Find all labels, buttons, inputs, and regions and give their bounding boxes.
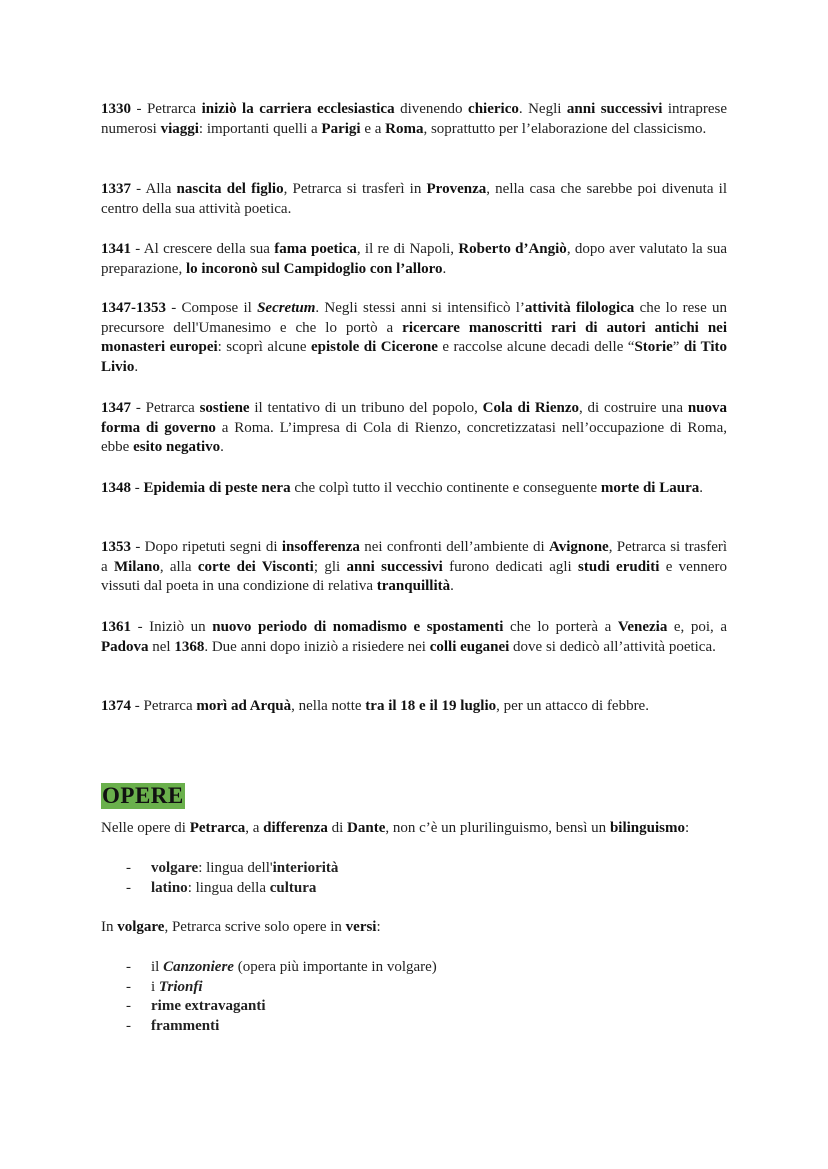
text-run: - Petrarca bbox=[131, 400, 200, 416]
entry-1341 bbox=[101, 240, 727, 279]
bold-text: 1347-1353 bbox=[101, 300, 166, 316]
bold-text: esito negativo bbox=[133, 439, 221, 456]
text-run: divenendo bbox=[394, 101, 469, 117]
list-item-volgare bbox=[101, 859, 727, 879]
bold-text: Cola di Rienzo bbox=[482, 400, 579, 416]
bold-text: insofferenza bbox=[281, 539, 360, 555]
bold-text: 1368 bbox=[174, 638, 205, 655]
bold-text: cultura bbox=[269, 879, 317, 896]
bold-text: anni successivi bbox=[566, 101, 663, 117]
text-run: . Due anni dopo iniziò a risiedere nei bbox=[204, 638, 430, 655]
text-run: , alla bbox=[159, 558, 198, 575]
text-run: , nella notte bbox=[291, 698, 366, 714]
list-item-rime-extravaganti bbox=[101, 997, 727, 1017]
bold-text: Padova bbox=[101, 638, 149, 655]
text-run: : scoprì alcune bbox=[217, 339, 311, 356]
text-run: , soprattutto per l’elaborazione del classicismo. bbox=[423, 120, 707, 137]
text-run: - Iniziò un bbox=[131, 619, 213, 635]
text-run: , Petrarca si trasferì a bbox=[101, 539, 728, 575]
text-run: (opera più importante in volgare) bbox=[233, 959, 437, 975]
text-run: . Negli bbox=[518, 101, 567, 117]
bold-text: colli euganei bbox=[429, 638, 510, 655]
list-item-canzoniere bbox=[101, 958, 727, 978]
text-run: a Roma. L’impresa di Cola di Rienzo, concretizzatasi nell’occupazione di Roma, ebbe bbox=[101, 419, 727, 456]
bold-text: Milano bbox=[113, 558, 160, 575]
bold-text: lo incoronò sul Campidoglio con l’alloro bbox=[185, 260, 443, 277]
text-run: : bbox=[376, 919, 381, 935]
entry-1361 bbox=[101, 618, 727, 657]
bold-text: volgare bbox=[151, 860, 199, 876]
bold-text: morte di Laura bbox=[600, 480, 700, 496]
section-heading-opere: OPERE bbox=[102, 783, 184, 808]
bold-text: nuovo periodo di nomadismo e spostamenti bbox=[212, 619, 504, 635]
text-run: , non c’è un plurilinguismo, bensì un bbox=[385, 820, 610, 836]
text-run: , il re di Napoli, bbox=[356, 241, 459, 257]
text-run: che lo rese un precursore dell'Umanesimo e che lo portò a bbox=[101, 300, 728, 336]
text-run: e, poi, a bbox=[667, 619, 728, 635]
entry-1330 bbox=[101, 100, 727, 139]
text-run: , nella casa che sarebbe poi divenuta il centro della sua attività poetica. bbox=[101, 181, 727, 217]
text-run: . Negli stessi anni si intensificò l’ bbox=[315, 300, 525, 316]
bold-text: interiorità bbox=[272, 860, 339, 876]
volgare-intro bbox=[101, 918, 727, 938]
text-run: nel bbox=[148, 638, 175, 655]
bold-text: 1374 bbox=[101, 698, 131, 714]
bold-text: Roberto d’Angiò bbox=[458, 241, 567, 257]
bold-text: tra il 18 e il 19 luglio bbox=[365, 698, 497, 714]
text-run: Nelle opere di bbox=[101, 820, 190, 836]
text-run: - bbox=[131, 480, 144, 496]
entry-1348 bbox=[101, 479, 727, 499]
text-run: - Petrarca bbox=[131, 698, 197, 714]
text-run: - Dopo ripetuti segni di bbox=[131, 539, 282, 555]
bold-text: versi bbox=[345, 919, 377, 935]
text-run: il bbox=[151, 959, 164, 975]
text-run: , a bbox=[245, 820, 264, 836]
text-run: nei confronti dell’ambiente di bbox=[359, 539, 549, 555]
bold-text: fama poetica bbox=[274, 241, 357, 257]
bold-text: 1341 bbox=[101, 241, 131, 257]
text-run: furono dedicati agli bbox=[442, 558, 579, 575]
bold-text: morì ad Arquà bbox=[196, 698, 292, 714]
text-run: : bbox=[684, 820, 690, 836]
text-run: che lo porterà a bbox=[503, 619, 618, 635]
bold-text: rime extravaganti bbox=[151, 998, 266, 1015]
text-run: . bbox=[220, 439, 224, 456]
text-run: di bbox=[327, 820, 348, 836]
entry-1353 bbox=[101, 538, 727, 597]
bold-text: Avignone bbox=[548, 539, 609, 555]
bold-text: Parigi bbox=[321, 120, 361, 137]
bold-text: tranquillità bbox=[376, 578, 451, 595]
entry-1347-1353 bbox=[101, 299, 727, 377]
bold-text: frammenti bbox=[151, 1017, 220, 1034]
text-run: , Petrarca si trasferì in bbox=[283, 181, 427, 197]
bold-text: Secretum bbox=[257, 300, 316, 316]
bold-text: corte dei Visconti bbox=[197, 558, 314, 575]
bold-text: ricercare manoscritti rari di autori antichi nei monasteri europei bbox=[101, 319, 727, 356]
bold-text: iniziò la carriera ecclesiastica bbox=[201, 101, 395, 117]
entry-1374 bbox=[101, 697, 727, 717]
text-run: : importanti quelli a bbox=[198, 120, 322, 137]
opere-volgare-list bbox=[101, 958, 727, 1036]
bold-text: anni successivi bbox=[346, 558, 443, 575]
bold-text: 1347 bbox=[101, 400, 131, 416]
bold-text: differenza bbox=[263, 820, 328, 836]
bold-text: Provenza bbox=[426, 181, 487, 197]
bold-text: Dante bbox=[347, 820, 386, 836]
bold-text: 1361 bbox=[101, 619, 131, 635]
bold-text: 1337 bbox=[101, 181, 131, 197]
text-run: dove si dedicò all’attività poetica. bbox=[509, 638, 716, 655]
bold-text: nuova forma di governo bbox=[101, 400, 727, 436]
opere-intro bbox=[101, 819, 727, 839]
text-run: . bbox=[450, 578, 454, 595]
text-run: - Compose il bbox=[166, 300, 258, 316]
text-run: : lingua dell' bbox=[198, 860, 273, 876]
bold-text: studi eruditi bbox=[578, 558, 660, 575]
bold-text: attività filologica bbox=[524, 300, 635, 316]
bold-text: Storie bbox=[634, 339, 673, 356]
bold-text: Venezia bbox=[617, 619, 668, 635]
bold-text: bilinguismo bbox=[609, 820, 685, 836]
text-run: e raccolse alcune decadi delle “ bbox=[437, 339, 635, 356]
bold-text: 1348 bbox=[101, 480, 131, 496]
bold-text: di Tito Livio bbox=[101, 339, 727, 375]
text-run: ; gli bbox=[313, 558, 347, 575]
text-run: . bbox=[442, 260, 447, 277]
text-run: , dopo aver valutato la sua preparazione, bbox=[101, 241, 728, 277]
bold-text: chierico bbox=[468, 101, 519, 117]
list-item-trionfi bbox=[101, 978, 727, 998]
bold-text: latino bbox=[151, 879, 188, 896]
bold-text: 1353 bbox=[101, 539, 131, 555]
text-run: In bbox=[101, 919, 118, 935]
text-run: . bbox=[134, 358, 139, 375]
bold-text: Epidemia di peste nera bbox=[143, 480, 291, 496]
lingue-list bbox=[101, 859, 727, 898]
list-item-frammenti bbox=[101, 1017, 727, 1037]
bold-text: 1330 bbox=[101, 101, 131, 117]
bold-text: Petrarca bbox=[189, 820, 246, 836]
bold-text: Canzoniere bbox=[163, 959, 234, 975]
text-run: e vennero vissuti dal poeta in una condizione di relativa bbox=[101, 558, 727, 595]
text-run: e a bbox=[360, 120, 386, 137]
text-run: - Al crescere della sua bbox=[131, 241, 275, 257]
text-run: ” bbox=[672, 339, 684, 356]
text-run: , Petrarca scrive solo opere in bbox=[164, 919, 346, 935]
text-run: il tentativo di un tribuno del popolo, bbox=[249, 400, 483, 416]
bold-text: Roma bbox=[385, 120, 424, 137]
bold-text: Trionfi bbox=[158, 978, 203, 995]
bold-text: epistole di Cicerone bbox=[310, 339, 438, 356]
text-run: , per un attacco di febbre. bbox=[496, 698, 649, 714]
list-item-latino bbox=[101, 879, 727, 899]
text-run: : lingua della bbox=[187, 879, 270, 896]
bold-text: nascita del figlio bbox=[176, 181, 284, 197]
entry-1337 bbox=[101, 180, 727, 219]
text-run: , di costruire una bbox=[578, 400, 688, 416]
text-run: intraprese numerosi bbox=[101, 101, 728, 137]
text-run: . bbox=[699, 480, 703, 496]
bold-text: sostiene bbox=[199, 400, 250, 416]
text-run: i bbox=[151, 978, 159, 995]
bold-text: volgare bbox=[117, 919, 165, 935]
text-run: - Alla bbox=[131, 181, 177, 197]
text-run: che colpì tutto il vecchio continente e conseguente bbox=[290, 480, 601, 496]
text-run: - Petrarca bbox=[131, 101, 202, 117]
entry-1347 bbox=[101, 399, 727, 458]
bold-text: viaggi bbox=[160, 120, 199, 137]
